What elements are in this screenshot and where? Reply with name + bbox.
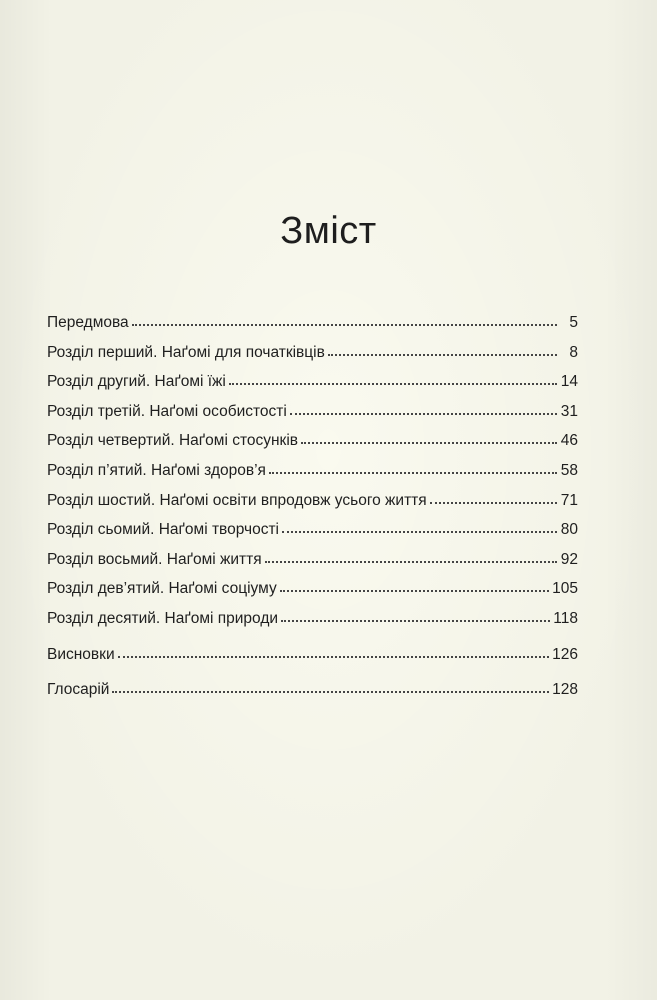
toc-entry-page: 8 <box>569 343 578 361</box>
toc-entry-label: Розділ п’ятий. Наґомі здоров’я <box>47 461 266 479</box>
toc-entry-label: Передмова <box>47 314 129 331</box>
toc-leader-dots <box>290 412 557 415</box>
toc-entry <box>47 344 578 374</box>
toc-leader-dots <box>229 382 557 385</box>
toc-leader-dots <box>265 560 557 563</box>
toc-entry <box>47 314 578 344</box>
toc-leader-dots <box>269 471 557 474</box>
table-of-contents <box>47 314 578 711</box>
toc-entry-label: Розділ четвертий. Наґомі стосунків <box>47 432 299 450</box>
toc-leader-dots <box>430 501 557 504</box>
toc-leader-dots <box>280 589 549 592</box>
toc-entry <box>47 580 578 610</box>
toc-entry <box>47 373 578 403</box>
toc-entry-label: Глосарій <box>47 681 110 699</box>
toc-entry-label: Розділ восьмий. Наґомі життя <box>47 550 262 568</box>
toc-leader-dots <box>301 441 557 444</box>
toc-entry-label: Розділ другий. Наґомі їжі <box>47 373 226 391</box>
toc-entry <box>47 521 578 551</box>
toc-entry-page: 128 <box>552 681 578 699</box>
toc-entry <box>47 681 578 711</box>
toc-entry <box>47 432 578 462</box>
toc-entry-label: Висновки <box>47 645 115 663</box>
toc-entry <box>47 551 578 581</box>
toc-entry-page: 126 <box>552 645 578 663</box>
toc-leader-dots <box>112 690 549 693</box>
toc-leader-dots <box>328 353 557 356</box>
toc-leader-dots <box>282 530 557 533</box>
toc-entry-label: Розділ дев’ятий. Наґомі соціуму <box>47 580 277 598</box>
toc-entry-page: 118 <box>553 609 578 627</box>
toc-entry <box>47 462 578 492</box>
toc-entry-page: 58 <box>560 461 578 479</box>
toc-leader-dots <box>281 619 550 622</box>
page-title: Зміст <box>280 210 377 252</box>
toc-entry-label: Розділ шостий. Наґомі освіти впродовж усього життя <box>47 491 427 509</box>
toc-entry <box>47 492 578 522</box>
toc-entry-label: Розділ сьомий. Наґомі творчості <box>47 521 280 539</box>
toc-entry-label: Розділ перший. Наґомі для початківців <box>47 343 325 361</box>
toc-entry-page: 80 <box>560 521 578 539</box>
toc-entry-page: 92 <box>560 550 578 568</box>
toc-entry <box>47 646 578 676</box>
toc-entry-page: 14 <box>560 373 578 391</box>
toc-entry <box>47 403 578 433</box>
toc-entry-label: Розділ десятий. Наґомі природи <box>47 609 279 627</box>
toc-entry-label: Розділ третій. Наґомі особистості <box>47 402 287 420</box>
toc-entry-page: 5 <box>569 314 578 331</box>
toc-leader-dots <box>132 323 557 326</box>
toc-entry-page: 46 <box>560 432 578 450</box>
toc-entry <box>47 610 578 640</box>
toc-entry-page: 31 <box>560 402 578 420</box>
toc-leader-dots <box>118 655 550 658</box>
toc-entry-page: 71 <box>560 491 578 509</box>
toc-entry-page: 105 <box>552 580 578 598</box>
